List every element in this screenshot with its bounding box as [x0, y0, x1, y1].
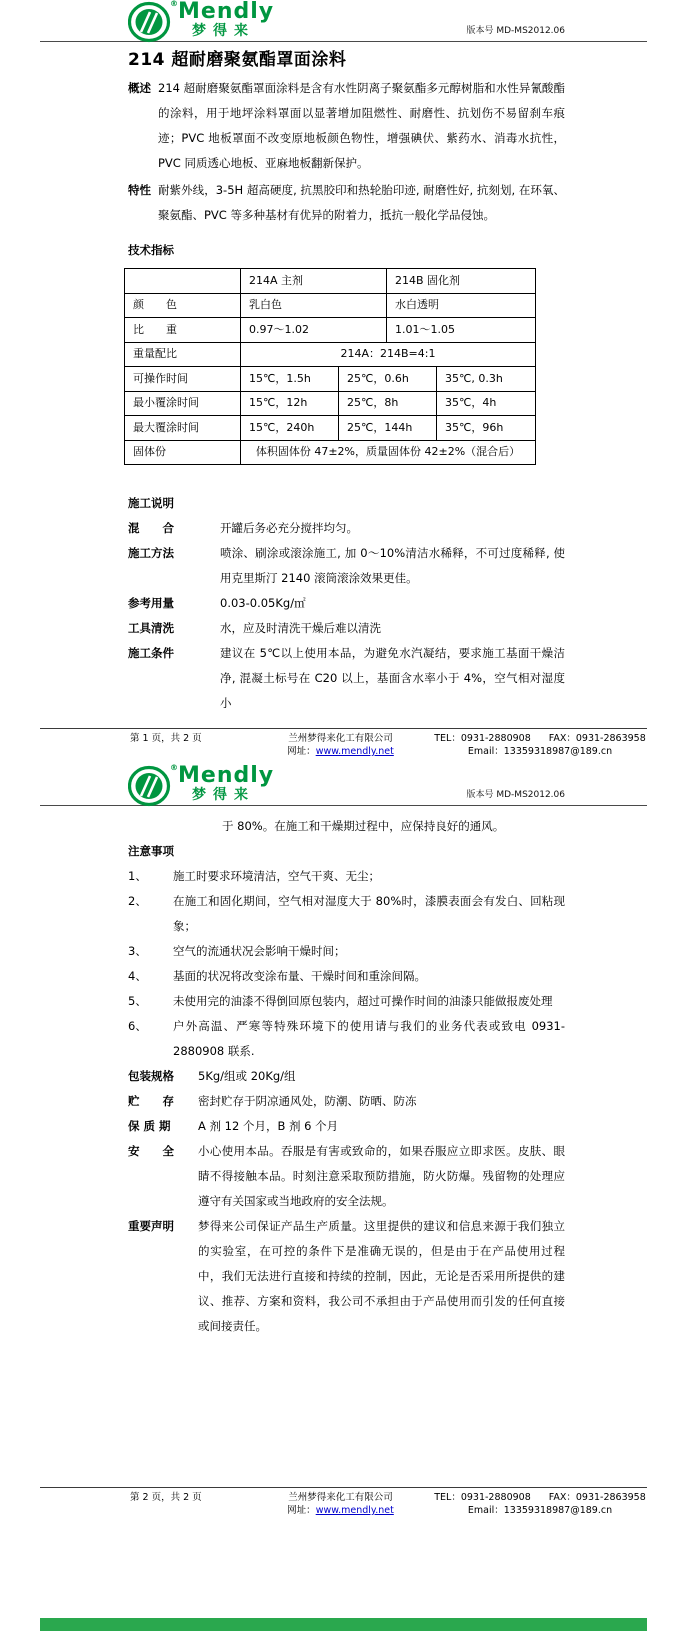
table-cell: 固体份 [125, 441, 241, 466]
method-label: 施工方法 [128, 546, 174, 560]
page1-footer [40, 728, 647, 758]
feature-section [128, 178, 565, 228]
storage-row [128, 1089, 565, 1114]
page2-content [128, 814, 565, 1339]
note-number: 6、 [128, 1019, 147, 1033]
version-number: 版本号 MD-MS2012.06 [466, 790, 565, 800]
page2-header [40, 764, 647, 806]
table-cell: 1.01～1.05 [387, 318, 536, 343]
disclaimer-row [128, 1214, 565, 1339]
product-title: 214 超耐磨聚氨酯罩面涂料 [128, 50, 347, 70]
logo-name-cn: 梦得来 [192, 23, 255, 39]
overview-text: 214 超耐磨聚氨酯罩面涂料是含有水性阴离子聚氨酯多元醇树脂和水性异氰酸酯的涂料，用于地坪涂料罩面以显著增加阻燃性、耐磨性、抗划伤不易留刹车痕迹；PVC 地板罩面不改变原地板颜色物性，增强碘伏、紫药水、消毒水抗性，PVC 同质透心地板、亚麻地板翻新保护。 [158, 81, 565, 170]
note-item [128, 939, 565, 964]
table-cell: 重量配比 [125, 343, 241, 368]
mixing-row [128, 516, 565, 541]
mendly-logo [128, 1, 274, 43]
page1-header [40, 0, 647, 42]
note-item [128, 889, 565, 939]
disclaimer-label: 重要声明 [128, 1219, 174, 1233]
overview-section [128, 76, 565, 176]
email-address: Email：13359318987@189.cn [467, 746, 613, 757]
website-link[interactable]: www.mendly.net [315, 746, 394, 757]
construction-heading: 施工说明 [128, 496, 174, 510]
note-number: 4、 [128, 969, 147, 983]
table-cell: 15℃，1.5h [241, 367, 339, 392]
tel-number: TEL：0931-2880908 [434, 1492, 531, 1503]
table-cell: 15℃，240h [241, 416, 339, 441]
table-cell: 颜 色 [125, 294, 241, 319]
table-cell: 体积固体份 47±2%，质量固体份 42±2%（混合后） [241, 441, 536, 466]
dosage-text: 0.03-0.05Kg/㎡ [220, 596, 306, 610]
table-header-214b: 214B 固化剂 [387, 269, 536, 294]
dosage-row [128, 591, 565, 616]
shelf-life-text: A 剂 12 个月，B 剂 6 个月 [198, 1119, 339, 1133]
method-text: 喷涂、刷涂或滚涂施工, 加 0～10%清洁水稀释，不可过度稀释, 使用克里斯汀 2140 滚筒滚涂效果更佳。 [220, 546, 565, 585]
table-row [125, 269, 536, 294]
version-number: 版本号 MD-MS2012.06 [466, 26, 565, 36]
logo-text [178, 1, 274, 39]
footer-contact-block [433, 1491, 647, 1517]
tel-number: TEL：0931-2880908 [434, 733, 531, 744]
overview-label: 概述 [128, 81, 151, 95]
table-cell: 25℃，0.6h [339, 367, 437, 392]
storage-text: 密封贮存于阴凉通风处，防潮、防晒、防冻 [198, 1094, 417, 1108]
mixing-text: 开罐后务必充分搅拌均匀。 [220, 521, 358, 535]
mixing-label: 混 合 [128, 521, 174, 535]
table-cell: 35℃, 0.3h [437, 367, 536, 392]
table-cell: 35℃，96h [437, 416, 536, 441]
dosage-label: 参考用量 [128, 596, 174, 610]
note-text: 户外高温、严寒等特殊环境下的使用请与我们的业务代表或致电 0931-2880908 联系. [173, 1019, 565, 1058]
note-number: 5、 [128, 994, 147, 1008]
table-cell: 25℃，8h [339, 392, 437, 417]
table-row [125, 294, 536, 319]
website-label: 网址： [287, 746, 316, 757]
note-text: 基面的状况将改变涂布量、干燥时间和重涂间隔。 [173, 969, 426, 983]
fax-number: FAX：0931-2863958 [548, 733, 646, 744]
table-row [125, 441, 536, 466]
email-address: Email：13359318987@189.cn [467, 1505, 613, 1516]
footer-company-block [248, 732, 433, 758]
page2-footer [40, 1487, 647, 1517]
note-item [128, 1014, 565, 1064]
cleaning-text: 水，应及时清洗干燥后难以清洗 [220, 621, 381, 635]
table-cell: 214A：214B=4:1 [241, 343, 536, 368]
table-cell: 最小覆涂时间 [125, 392, 241, 417]
logo-name-en: Mendly [178, 763, 275, 788]
table-header-214a: 214A 主剂 [241, 269, 387, 294]
condition-continuation-text: 于 80%。在施工和干燥期过程中，应保持良好的通风。 [222, 819, 505, 833]
notes-heading: 注意事项 [128, 844, 174, 858]
table-row [125, 367, 536, 392]
website-link[interactable]: www.mendly.net [315, 1505, 394, 1516]
packaging-label: 包装规格 [128, 1069, 174, 1083]
bottom-green-bar [40, 1618, 647, 1631]
note-text: 未使用完的油漆不得倒回原包装内，超过可操作时间的油漆只能做报废处理 [173, 994, 553, 1008]
note-number: 2、 [128, 894, 147, 908]
condition-text: 建议在 5℃以上使用本品，为避免水汽凝结，要求施工基面干燥洁净, 混凝土标号在 C20 以上，基面含水率小于 4%，空气相对湿度小 [220, 646, 565, 710]
note-text: 施工时要求环境清洁，空气干爽、无尘； [173, 869, 380, 883]
safety-row [128, 1139, 565, 1214]
table-cell: 可操作时间 [125, 367, 241, 392]
mendly-logo-mark-icon [128, 763, 178, 807]
shelf-life-label: 保 质 期 [128, 1119, 171, 1133]
safety-label: 安 全 [128, 1144, 174, 1158]
packaging-text: 5Kg/组或 20Kg/组 [198, 1069, 296, 1083]
table-cell: 0.97～1.02 [241, 318, 387, 343]
cleaning-row [128, 616, 565, 641]
logo-name-en: Mendly [178, 0, 275, 24]
footer-company-block [248, 1491, 433, 1517]
table-cell: 25℃，144h [339, 416, 437, 441]
packaging-row [128, 1064, 565, 1089]
table-cell: 15℃，12h [241, 392, 339, 417]
mendly-logo [128, 765, 274, 807]
company-name: 兰州梦得来化工有限公司 [288, 733, 393, 744]
table-cell [125, 269, 241, 294]
feature-text: 耐紫外线，3-5H 超高硬度, 抗黑胶印和热轮胎印迹, 耐磨性好, 抗刻划, 在环氧、聚氨酯、PVC 等多种基材有优异的附着力，抵抗一般化学品侵蚀。 [158, 183, 565, 222]
logo-name-cn: 梦得来 [192, 787, 255, 803]
company-name: 兰州梦得来化工有限公司 [288, 1492, 393, 1503]
note-item [128, 989, 565, 1014]
note-number: 1、 [128, 869, 147, 883]
condition-label: 施工条件 [128, 646, 174, 660]
table-row [125, 343, 536, 368]
method-row [128, 541, 565, 591]
condition-row [128, 641, 565, 716]
table-cell: 最大覆涂时间 [125, 416, 241, 441]
disclaimer-text: 梦得来公司保证产品生产质量。这里提供的建议和信息来源于我们独立的实验室，在可控的条件下是准确无误的，但是由于在产品使用过程中，我们无法进行直接和持续的控制，因此，无论是否采用所提供的建议、推荐、方案和资料，我公司不承担由于产品使用而引发的任何直接或间接责任。 [198, 1219, 565, 1333]
cleaning-label: 工具清洗 [128, 621, 174, 635]
table-row [125, 318, 536, 343]
shelf-life-row [128, 1114, 565, 1139]
table-cell: 35℃，4h [437, 392, 536, 417]
table-cell: 水白透明 [387, 294, 536, 319]
tech-spec-heading: 技术指标 [128, 243, 174, 257]
safety-text: 小心使用本品。吞服是有害或致命的，如果吞服应立即求医。皮肤、眼睛不得接触本品。时刻注意采取预防措施，防火防爆。残留物的处理应遵守有关国家或当地政府的安全法规。 [198, 1144, 565, 1208]
registered-mark: ® [170, 0, 178, 8]
note-number: 3、 [128, 944, 147, 958]
feature-label: 特性 [128, 183, 151, 197]
note-text: 在施工和固化期间，空气相对湿度大于 80%时，漆膜表面会有发白、回粘现象； [173, 894, 565, 933]
tech-spec-table [124, 268, 536, 465]
note-item [128, 864, 565, 889]
note-text: 空气的流通状况会影响干燥时间； [173, 944, 346, 958]
note-item [128, 964, 565, 989]
fax-number: FAX：0931-2863958 [548, 1492, 646, 1503]
footer-contact-block [433, 732, 647, 758]
table-cell: 乳白色 [241, 294, 387, 319]
page-number: 第 2 页，共 2 页 [130, 1492, 202, 1503]
table-row [125, 392, 536, 417]
storage-label: 贮 存 [128, 1094, 174, 1108]
website-label: 网址： [287, 1505, 316, 1516]
page1-content [128, 76, 565, 716]
page-number: 第 1 页，共 2 页 [130, 733, 202, 744]
table-cell: 比 重 [125, 318, 241, 343]
mendly-logo-mark-icon [128, 0, 178, 43]
registered-mark: ® [170, 763, 178, 772]
table-row [125, 416, 536, 441]
logo-text [178, 765, 274, 803]
